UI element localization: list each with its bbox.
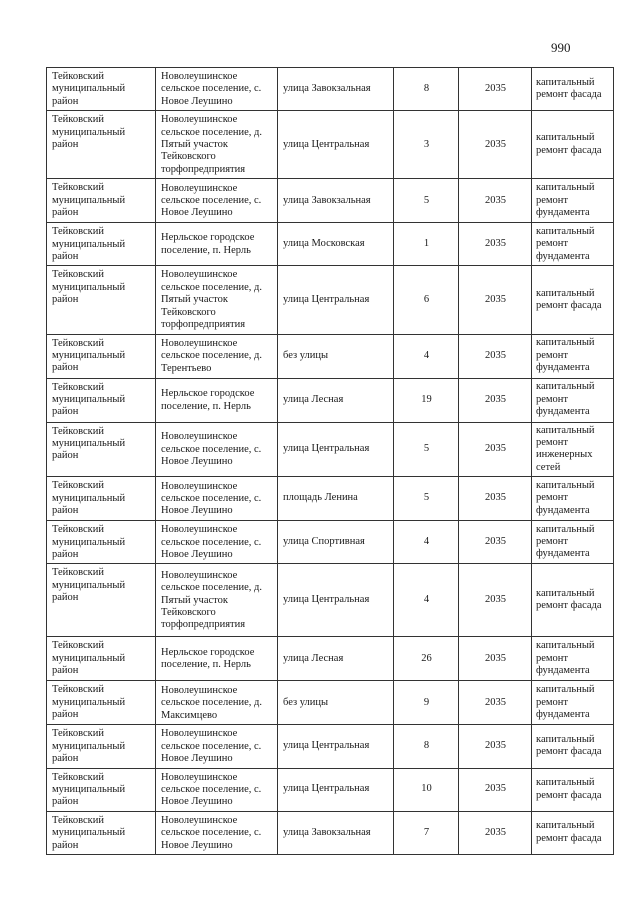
street-cell: улица Центральная — [278, 768, 394, 811]
house-number-cell: 9 — [394, 681, 459, 725]
year-cell: 2035 — [459, 378, 532, 422]
table-body — [47, 68, 614, 855]
work-type-cell: капитальный ремонт фасада — [532, 564, 614, 637]
year-cell: 2035 — [459, 811, 532, 854]
work-type-cell: капитальный ремонт фундамента — [532, 334, 614, 378]
repair-schedule-table — [46, 67, 614, 855]
house-number-cell: 6 — [394, 266, 459, 334]
street-cell: улица Лесная — [278, 637, 394, 681]
table-row — [47, 477, 614, 521]
work-type-cell: капитальный ремонт фасада — [532, 266, 614, 334]
street-cell: улица Центральная — [278, 266, 394, 334]
house-number-cell: 5 — [394, 179, 459, 223]
table-row — [47, 422, 614, 477]
year-cell: 2035 — [459, 223, 532, 266]
year-cell: 2035 — [459, 681, 532, 725]
settlement-cell: Нерльское городское поселение, п. Нерль — [156, 223, 278, 266]
year-cell: 2035 — [459, 111, 532, 179]
district-cell: Тейковский муниципальный район — [47, 521, 156, 564]
settlement-cell: Новолеушинское сельское поселение, д. Терентьево — [156, 334, 278, 378]
table-row — [47, 179, 614, 223]
table-row — [47, 223, 614, 266]
work-type-cell: капитальный ремонт фундамента — [532, 637, 614, 681]
district-cell: Тейковский муниципальный район — [47, 179, 156, 223]
work-type-cell: капитальный ремонт фасада — [532, 725, 614, 768]
table-row — [47, 68, 614, 111]
street-cell: без улицы — [278, 681, 394, 725]
district-cell: Тейковский муниципальный район — [47, 378, 156, 422]
district-cell: Тейковский муниципальный район — [47, 422, 156, 477]
settlement-cell: Новолеушинское сельское поселение, с. Новое Леушино — [156, 477, 278, 521]
house-number-cell: 10 — [394, 768, 459, 811]
district-cell: Тейковский муниципальный район — [47, 266, 156, 334]
house-number-cell: 4 — [394, 334, 459, 378]
year-cell: 2035 — [459, 422, 532, 477]
street-cell: улица Московская — [278, 223, 394, 266]
year-cell: 2035 — [459, 637, 532, 681]
settlement-cell: Новолеушинское сельское поселение, с. Новое Леушино — [156, 521, 278, 564]
settlement-cell: Новолеушинское сельское поселение, с. Новое Леушино — [156, 811, 278, 854]
work-type-cell: капитальный ремонт фундамента — [532, 223, 614, 266]
settlement-cell: Новолеушинское сельское поселение, д. Максимцево — [156, 681, 278, 725]
district-cell: Тейковский муниципальный район — [47, 637, 156, 681]
settlement-cell: Новолеушинское сельское поселение, д. Пятый участок Тейковского торфопредприятия — [156, 564, 278, 637]
street-cell: улица Центральная — [278, 564, 394, 637]
street-cell: улица Центральная — [278, 725, 394, 768]
table-row — [47, 564, 614, 637]
table-row — [47, 725, 614, 768]
year-cell: 2035 — [459, 266, 532, 334]
year-cell: 2035 — [459, 179, 532, 223]
street-cell: без улицы — [278, 334, 394, 378]
street-cell: площадь Ленина — [278, 477, 394, 521]
district-cell: Тейковский муниципальный район — [47, 111, 156, 179]
house-number-cell: 26 — [394, 637, 459, 681]
table-row — [47, 111, 614, 179]
house-number-cell: 5 — [394, 422, 459, 477]
district-cell: Тейковский муниципальный район — [47, 477, 156, 521]
street-cell: улица Завокзальная — [278, 68, 394, 111]
house-number-cell: 1 — [394, 223, 459, 266]
house-number-cell: 4 — [394, 564, 459, 637]
work-type-cell: капитальный ремонт фасада — [532, 811, 614, 854]
house-number-cell: 8 — [394, 725, 459, 768]
settlement-cell: Новолеушинское сельское поселение, с. Новое Леушино — [156, 768, 278, 811]
district-cell: Тейковский муниципальный район — [47, 681, 156, 725]
district-cell: Тейковский муниципальный район — [47, 223, 156, 266]
work-type-cell: капитальный ремонт фасада — [532, 68, 614, 111]
settlement-cell: Новолеушинское сельское поселение, с. Новое Леушино — [156, 422, 278, 477]
table-row — [47, 681, 614, 725]
settlement-cell: Новолеушинское сельское поселение, д. Пятый участок Тейковского торфопредприятия — [156, 266, 278, 334]
house-number-cell: 4 — [394, 521, 459, 564]
table-row — [47, 266, 614, 334]
street-cell: улица Центральная — [278, 422, 394, 477]
work-type-cell: капитальный ремонт фасада — [532, 768, 614, 811]
work-type-cell: капитальный ремонт фундамента — [532, 681, 614, 725]
year-cell: 2035 — [459, 768, 532, 811]
street-cell: улица Спортивная — [278, 521, 394, 564]
district-cell: Тейковский муниципальный район — [47, 725, 156, 768]
table-row — [47, 768, 614, 811]
year-cell: 2035 — [459, 68, 532, 111]
year-cell: 2035 — [459, 725, 532, 768]
year-cell: 2035 — [459, 521, 532, 564]
house-number-cell: 5 — [394, 477, 459, 521]
street-cell: улица Завокзальная — [278, 811, 394, 854]
house-number-cell: 8 — [394, 68, 459, 111]
page-number: 990 — [551, 40, 571, 55]
work-type-cell: капитальный ремонт фундамента — [532, 378, 614, 422]
district-cell: Тейковский муниципальный район — [47, 811, 156, 854]
street-cell: улица Центральная — [278, 111, 394, 179]
year-cell: 2035 — [459, 477, 532, 521]
house-number-cell: 3 — [394, 111, 459, 179]
work-type-cell: капитальный ремонт фасада — [532, 111, 614, 179]
settlement-cell: Новолеушинское сельское поселение, с. Новое Леушино — [156, 68, 278, 111]
district-cell: Тейковский муниципальный район — [47, 768, 156, 811]
year-cell: 2035 — [459, 334, 532, 378]
settlement-cell: Новолеушинское сельское поселение, с. Новое Леушино — [156, 179, 278, 223]
settlement-cell: Нерльское городское поселение, п. Нерль — [156, 637, 278, 681]
work-type-cell: капитальный ремонт фундамента — [532, 477, 614, 521]
settlement-cell: Новолеушинское сельское поселение, д. Пятый участок Тейковского торфопредприятия — [156, 111, 278, 179]
street-cell: улица Лесная — [278, 378, 394, 422]
table-row — [47, 811, 614, 854]
district-cell: Тейковский муниципальный район — [47, 68, 156, 111]
settlement-cell: Новолеушинское сельское поселение, с. Новое Леушино — [156, 725, 278, 768]
work-type-cell: капитальный ремонт фундамента — [532, 179, 614, 223]
house-number-cell: 19 — [394, 378, 459, 422]
table-row — [47, 521, 614, 564]
table-row — [47, 637, 614, 681]
year-cell: 2035 — [459, 564, 532, 637]
table-row — [47, 378, 614, 422]
house-number-cell: 7 — [394, 811, 459, 854]
settlement-cell: Нерльское городское поселение, п. Нерль — [156, 378, 278, 422]
district-cell: Тейковский муниципальный район — [47, 564, 156, 637]
work-type-cell: капитальный ремонт инженерных сетей — [532, 422, 614, 477]
work-type-cell: капитальный ремонт фундамента — [532, 521, 614, 564]
street-cell: улица Завокзальная — [278, 179, 394, 223]
district-cell: Тейковский муниципальный район — [47, 334, 156, 378]
table-row — [47, 334, 614, 378]
